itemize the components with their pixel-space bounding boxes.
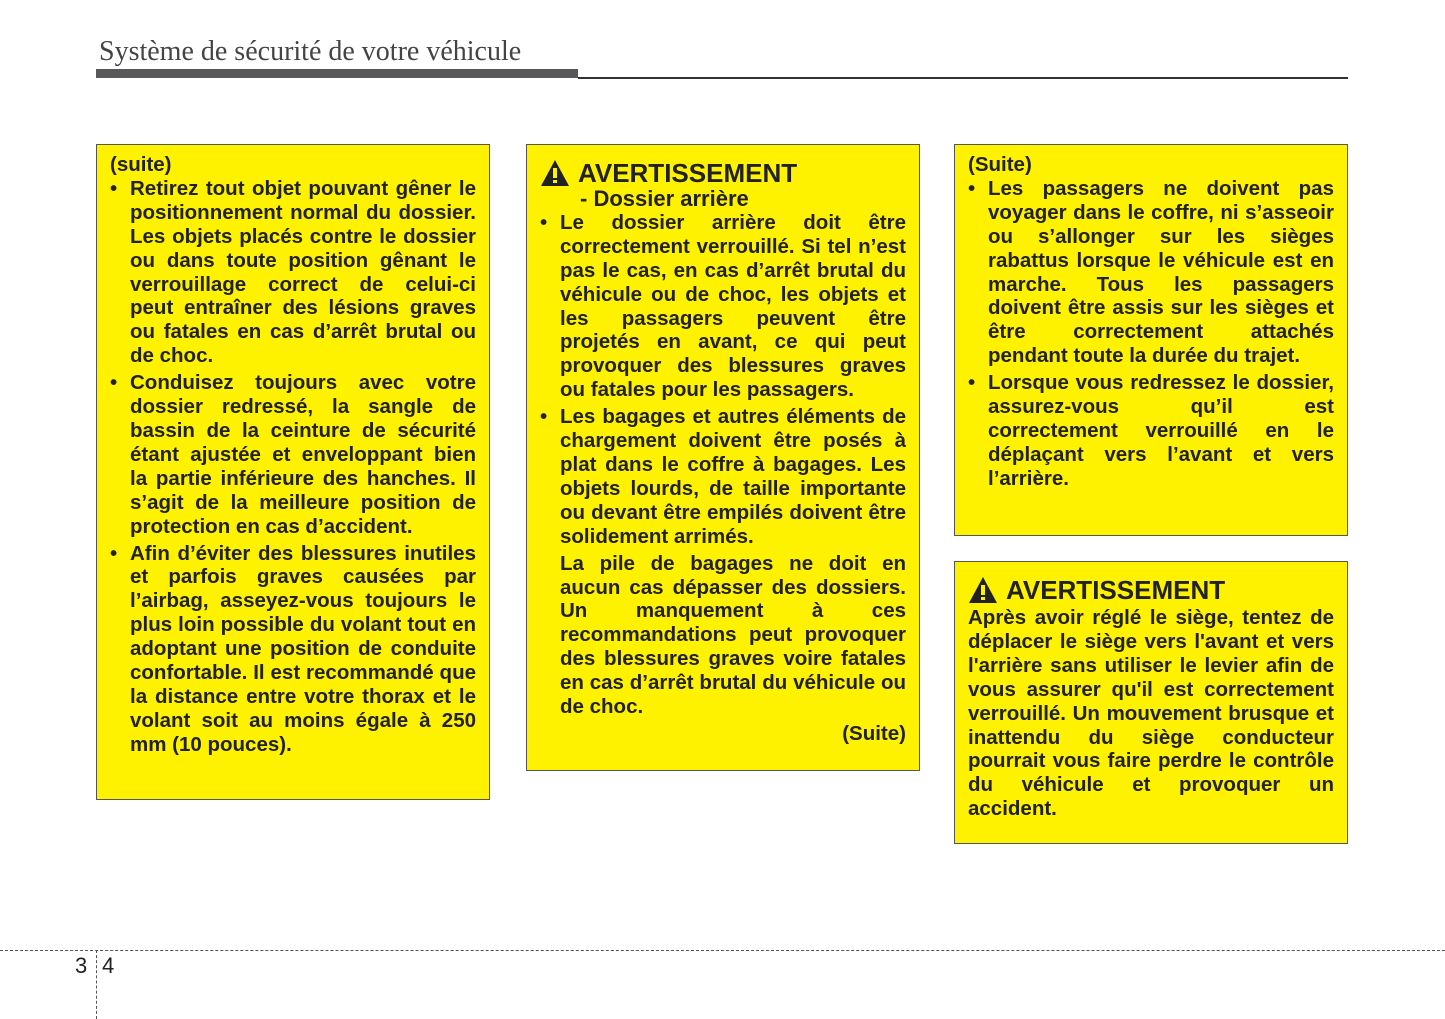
warning-heading: AVERTISSEMENT — [578, 158, 798, 188]
header-rule — [578, 77, 1348, 79]
list-item: • Conduisez toujours avec votre dossier redressé, la sangle de bassin de la ceinture de sécurité étant ajustée et enveloppant bien la partie inférieure des hanches. Il s’agit de la meilleure position de protection en cas d’accident. — [110, 371, 476, 538]
footer-dashed-rule — [0, 950, 1445, 951]
warning-paragraph: Après avoir réglé le siège, tentez de déplacer le siège vers l'avant et vers l'arrière sans utiliser le levier afin de vous assurer qu'il est correctement verrouillé. Un mouvement brusque et inattendu du siège conducteur pourrait vous faire perdre le contrôle du véhicule et provoquer un accident. — [968, 606, 1334, 821]
footer-dashed-divider — [96, 950, 97, 1019]
warning-box-seat-lock — [954, 561, 1348, 844]
list-item: • Le dossier arrière doit être correctement verrouillé. Si tel n’est pas le cas, en cas d’arrêt brutal du véhicule ou de choc, les objets et les passagers peuvent être projetés en avant, ce qui peut provoquer des blessures graves ou fatales pour les passagers. — [540, 211, 906, 402]
warning-subtitle: - Dossier arrière — [580, 186, 749, 211]
list-item: • Retirez tout objet pouvant gêner le positionnement normal du dossier. Les objets placés contre le dossier ou dans toute position gênant le verrouillage correct de celui-ci peut entraîner des lésions graves ou fatales en cas d’arrêt brutal ou de choc. — [110, 177, 476, 368]
list-item: • Les bagages et autres éléments de chargement doivent être posés à plat dans le coffre à bagages. Les objets lourds, de taille importante ou devant être empilés doivent être solidement arrimés. — [540, 405, 906, 548]
warning-paragraph: La pile de bagages ne doit en aucun cas dépasser des dossiers. Un manquement à ces recommandations peut provoquer des blessures graves voire fatales en cas d’arrêt brutal du véhicule ou de choc. — [560, 551, 906, 719]
list-item: • Les passagers ne doivent pas voyager dans le coffre, ni s’asseoir ou s’allonger sur les sièges rabattus lorsque le véhicule est en marche. Tous les passagers doivent être assis sur les sièges et être correctement attachés pendant toute la durée du trajet. — [968, 177, 1334, 368]
list-item: • Afin d’éviter des blessures inutiles et parfois graves causées par l’airbag, asseyez-vous toujours le plus loin possible du volant tout en adoptant une position de conduite confortable. Il est recommandé que la distance entre votre thorax et le volant soit au moins égale à 250 mm (10 pouces). — [110, 542, 476, 757]
section-number: 3 — [75, 953, 88, 978]
warning-heading: AVERTISSEMENT — [1006, 575, 1226, 605]
continued-label: (suite) — [110, 153, 172, 176]
warning-triangle-icon — [540, 159, 570, 187]
continued-label: (Suite) — [968, 153, 1032, 176]
warning-box-rear-seatback — [526, 144, 920, 771]
page-number: 4 — [102, 953, 115, 978]
list-item: • Lorsque vous redressez le dossier, assurez-vous qu’il est correctement verrouillé en le déplaçant vers l’avant et vers l’arrière. — [968, 371, 1334, 491]
page-title: Système de sécurité de votre véhicule — [99, 36, 522, 67]
continued-box-right — [954, 144, 1348, 536]
continued-box-left — [96, 144, 490, 800]
warning-triangle-icon — [968, 576, 998, 604]
continued-label: (Suite) — [842, 721, 906, 745]
header-bar — [96, 69, 578, 78]
